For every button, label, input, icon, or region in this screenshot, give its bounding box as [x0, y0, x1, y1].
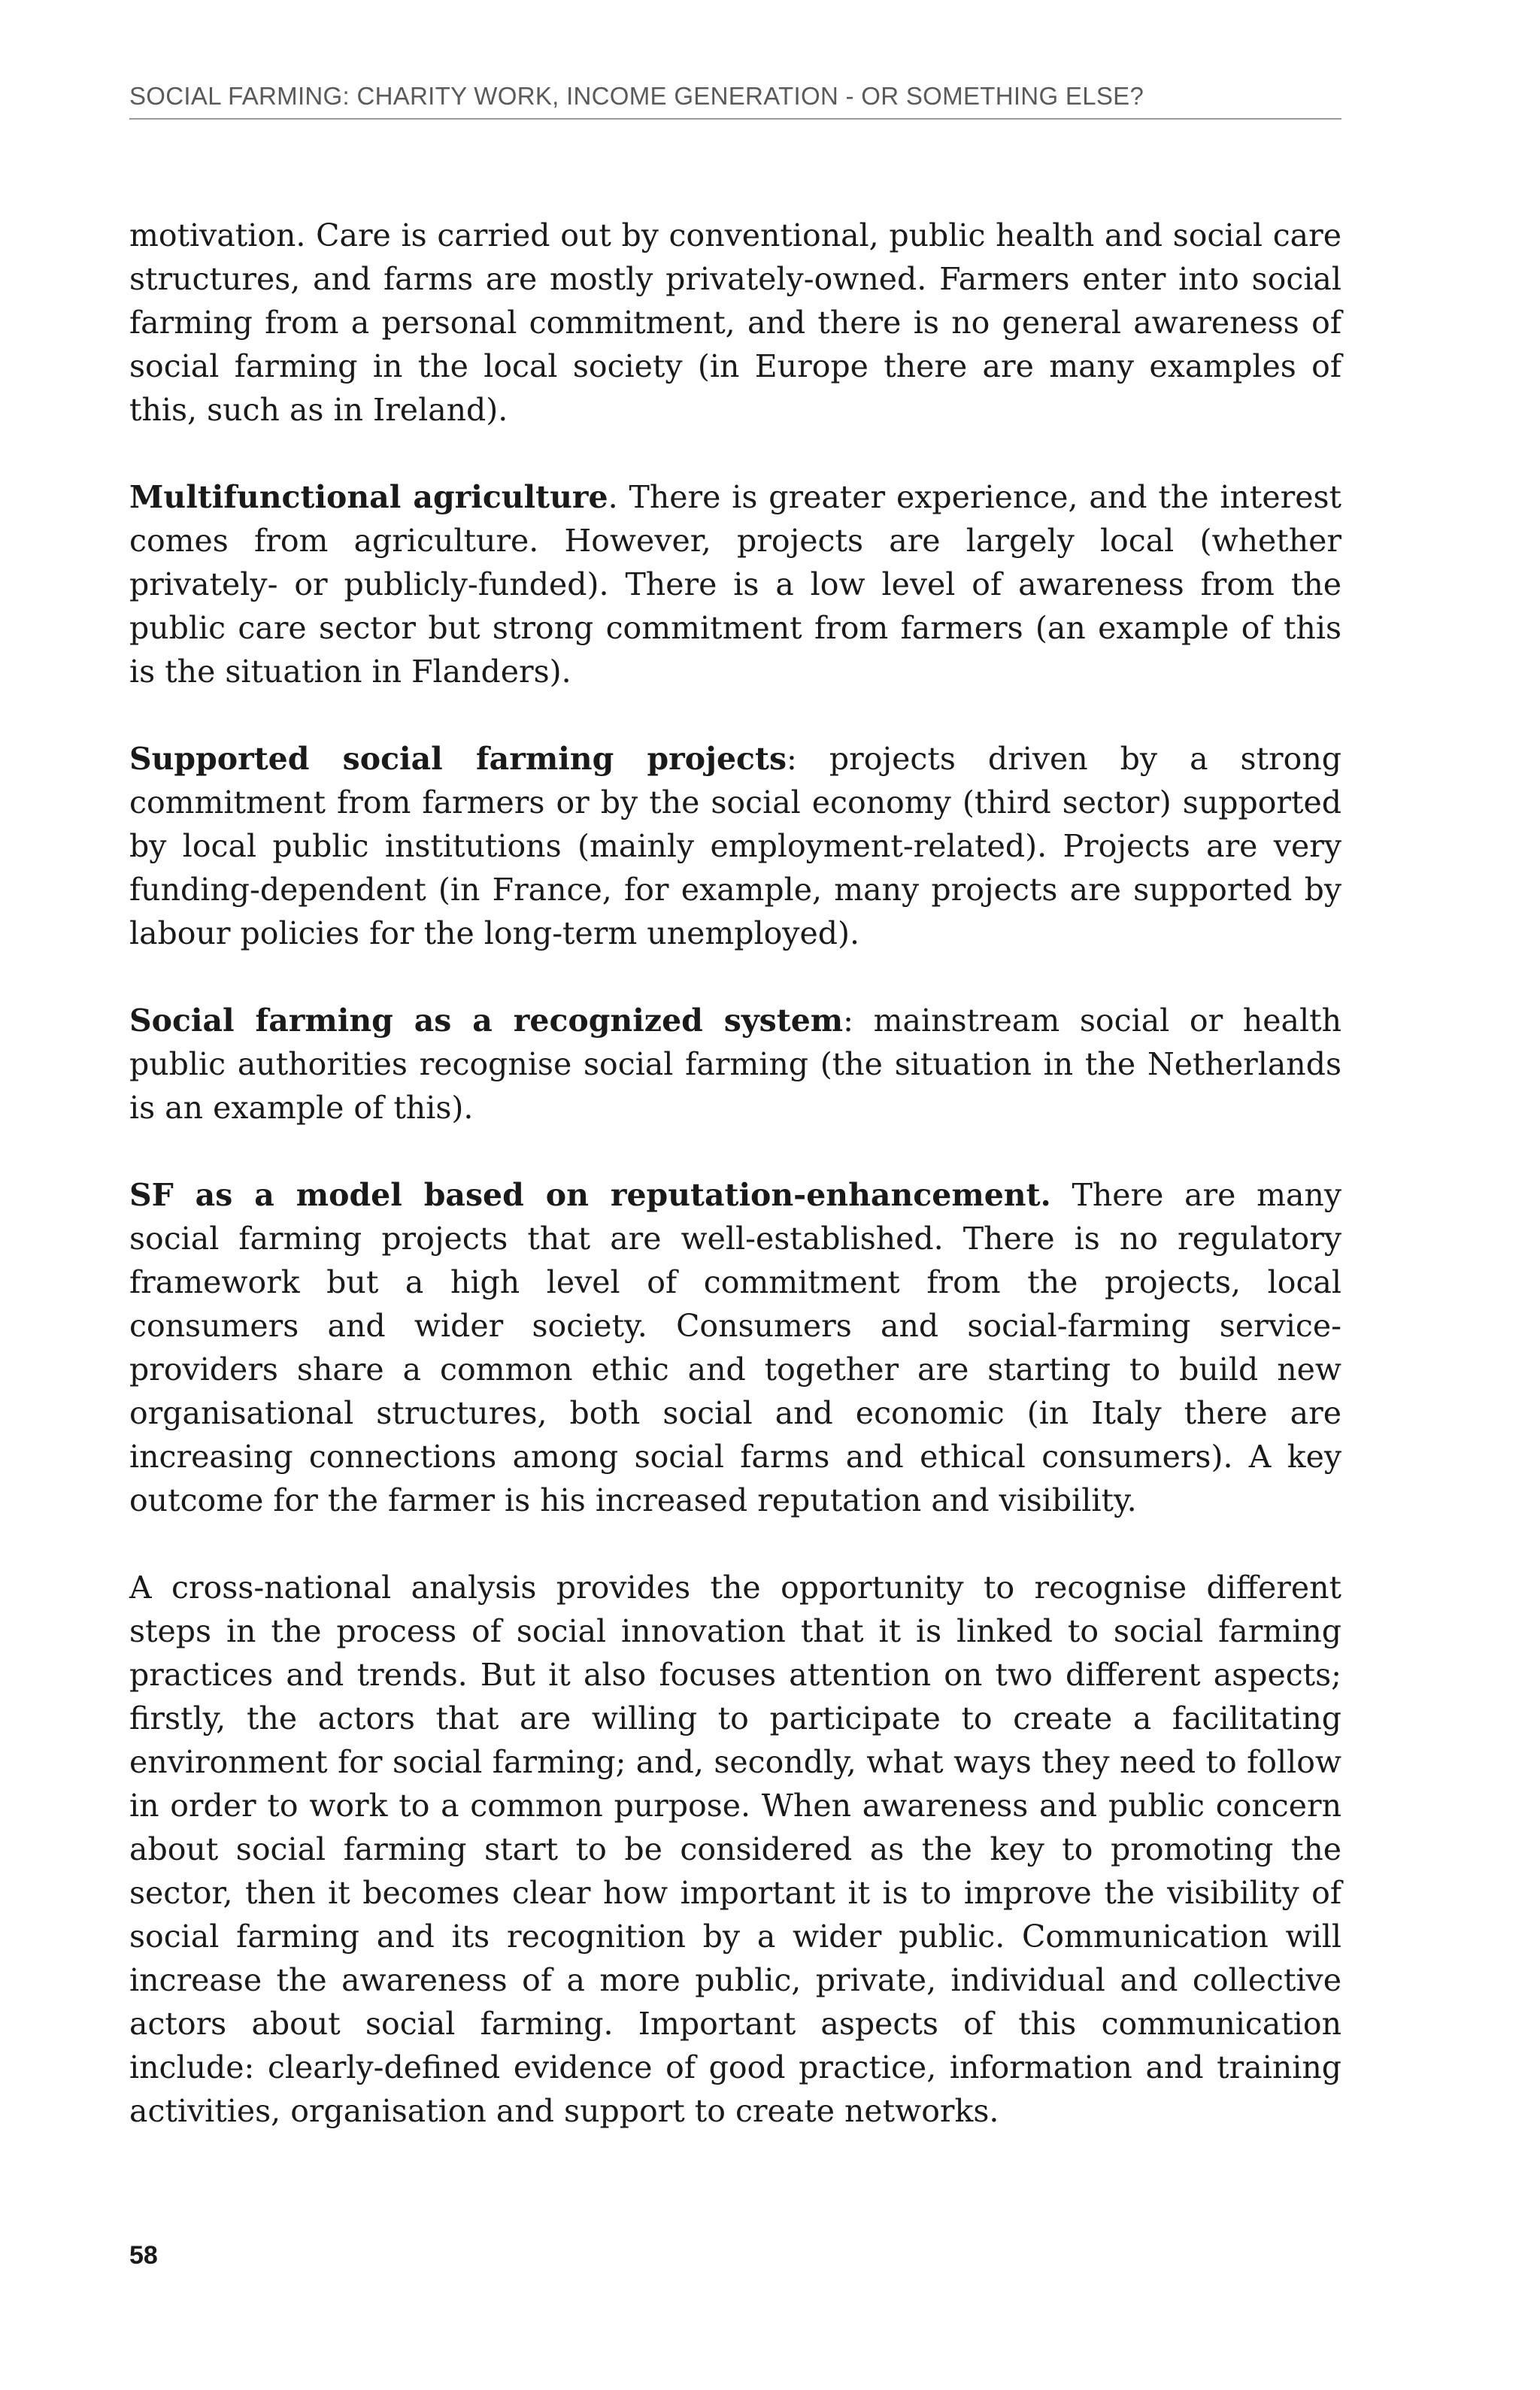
paragraph-text: There is greater experience, and the interest comes from agriculture. However, projects are largely local (whether privately- or publicly-funded). There is a low level of awareness from the public care sector but strong commitment from farmers (an example of this is the situation in Flanders).: [129, 479, 1341, 690]
paragraph-lead: Supported social farming projects: [129, 741, 787, 777]
paragraph-lead: Multifunctional agriculture: [129, 479, 608, 515]
running-header: SOCIAL FARMING: CHARITY WORK, INCOME GENERATION - OR SOMETHING ELSE?: [129, 82, 1144, 110]
paragraph-reputation-model: [129, 1173, 1341, 1522]
paragraph-recognized-system: [129, 999, 1341, 1130]
paragraph-continuation: [129, 214, 1341, 432]
paragraph-text: motivation. Care is carried out by conventional, public health and social care structures, and farms are mostly privately-owned. Farmers enter into social farming from a personal commitment, and there is no general awareness of social farming in the local society (in Europe there are many examples of this, such as in Ireland).: [129, 217, 1341, 428]
paragraph-multifunctional-agriculture: [129, 475, 1341, 693]
paragraph-lead: Social farming as a recognized system: [129, 1002, 844, 1039]
paragraph-text: There are many social farming projects that are well-established. There is no regulatory framework but a high level of commitment from the projects, local consumers and wider society. Consumers and social-farming service-providers share a common ethic and together are starting to build new organisational structures, both social and economic (in Italy there are increasing connections among social farms and ethical consumers). A key outcome for the farmer is his increased reputation and visibility.: [129, 1177, 1341, 1518]
header-rule: [129, 118, 1341, 120]
body-text: [129, 214, 1341, 2176]
paragraph-lead-punct: :: [843, 1002, 853, 1039]
paragraph-cross-national-analysis: [129, 1566, 1341, 2133]
paragraph-text: mainstream social or health public authorities recognise social farming (the situation in the Netherlands is an example of this).: [129, 1002, 1341, 1126]
paragraph-lead-punct: .: [608, 479, 618, 515]
paragraph-lead-punct: :: [787, 741, 797, 777]
paragraph-text: A cross-national analysis provides the opportunity to recognise different steps in the process of social innovation that it is linked to social farming practices and trends. But it also focuses attention on two different aspects; firstly, the actors that are willing to participate to create a facilitating environment for social farming; and, secondly, what ways they need to follow in order to work to a common purpose. When awareness and public concern about social farming start to be considered as the key to promoting the sector, then it becomes clear how important it is to improve the visibility of social farming and its recognition by a wider public. Communication will increase the awareness of a more public, private, individual and collective actors about social farming. Important aspects of this communication include: clearly-defined evidence of good practice, information and training activities, organisation and support to create networks.: [129, 1570, 1341, 2129]
paragraph-supported-projects: [129, 737, 1341, 955]
paragraph-text: projects driven by a strong commitment from farmers or by the social economy (third sector) supported by local public institutions (mainly employment-related). Projects are very funding-dependent (in France, for example, many projects are supported by labour policies for the long-term unemployed).: [129, 741, 1341, 951]
page-number: 58: [129, 2241, 158, 2270]
paragraph-lead: SF as a model based on reputation-enhancement.: [129, 1177, 1051, 1213]
